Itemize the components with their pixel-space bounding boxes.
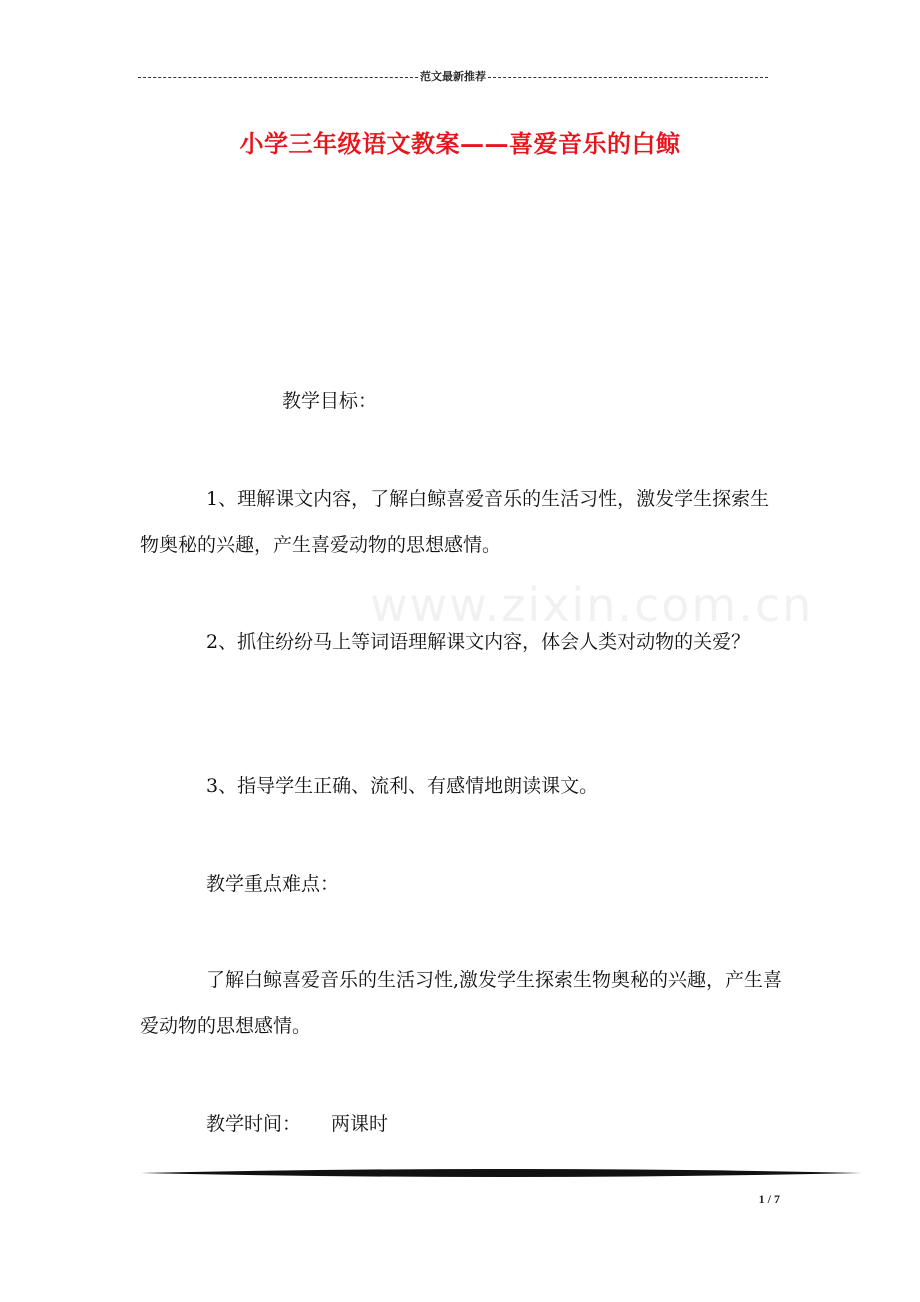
objective-2: 2、抓住纷纷马上等词语理解课文内容，体会人类对动物的关爱？ [206, 631, 751, 653]
teaching-time [140, 1101, 785, 1147]
document-title: 小学三年级语文教案——喜爱音乐的白鲸 [239, 129, 681, 158]
page-header [138, 68, 768, 86]
key-points-heading: 教学重点难点： [206, 873, 340, 895]
key-points-text: 了解白鲸喜爱音乐的生活习性,激发学生探索生物奥秘的兴趣，产生喜爱动物的思想感情。 [140, 969, 783, 1037]
time-label: 教学时间： [206, 1113, 302, 1135]
page-number: 1 / 7 [758, 1192, 780, 1206]
objective-3: 3、指导学生正确、流利、有感情地朗读课文。 [206, 775, 599, 797]
watermark: www.zixin.com.cn [370, 578, 814, 632]
objectives-heading: 教学目标： [282, 390, 378, 412]
objective-1: 1、理解课文内容，了解白鲸喜爱音乐的生活习性，激发学生探索生物奥秘的兴趣，产生喜爱动物的思想感情。 [140, 488, 770, 556]
header-dash-right [488, 77, 768, 78]
header-dash-left [138, 77, 418, 78]
footer-rule [140, 1166, 862, 1180]
header-label: 范文最新推荐 [420, 70, 486, 83]
time-value: 两课时 [331, 1113, 389, 1135]
